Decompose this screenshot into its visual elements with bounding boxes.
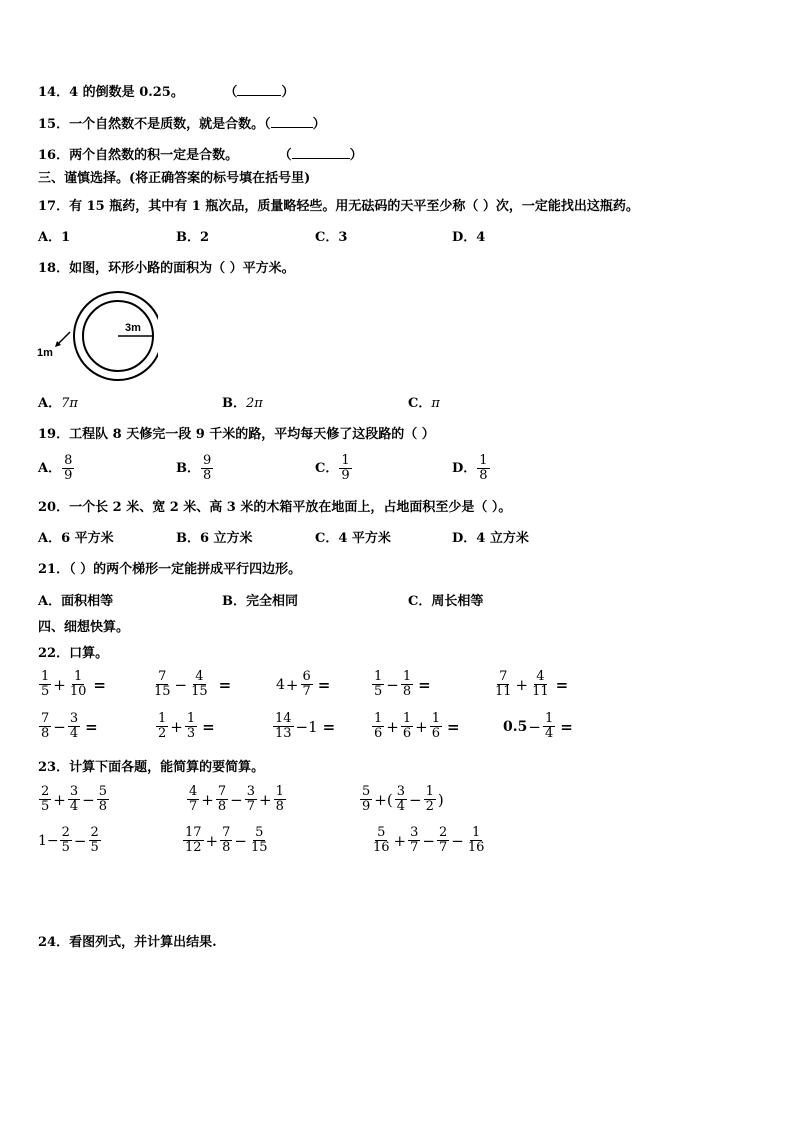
- q21-option-a[interactable]: A．面积相等: [38, 594, 114, 609]
- fraction: $\frac{1}{2}$: [425, 784, 434, 814]
- inner-radius-label: 3m: [125, 322, 141, 334]
- fraction: $\frac{2}{5}$: [90, 825, 99, 855]
- fraction: $\frac{1}{8}$: [275, 784, 284, 814]
- calc-expression: $\frac{2}{5}$ + $\frac{3}{4}$ − $\frac{5}{8}$: [41, 784, 107, 814]
- fraction: $\frac{3}{4}$: [69, 784, 79, 814]
- answer-blank[interactable]: [292, 146, 350, 159]
- oral-calc-expression: $\frac{7}{15}$ − $\frac{4}{15}$ =: [154, 669, 232, 699]
- fraction: $\frac{1}{4}$: [544, 711, 554, 741]
- oral-calc-expression: $\frac{14}{13}$ −1 =: [275, 711, 336, 741]
- q17-option-b[interactable]: B．2: [176, 230, 210, 245]
- fraction: $\frac{1}{8}$: [479, 453, 488, 483]
- q17-option-a[interactable]: A．1: [38, 230, 71, 245]
- fraction: $\frac{1}{6}$: [402, 711, 412, 741]
- question-20: 20．一个长 2 米、宽 2 米、高 3 米的木箱平放在地面上，占地面积至少是（ ）。: [38, 500, 512, 515]
- q17-option-c[interactable]: C．3: [315, 230, 348, 245]
- ring-path-figure: [34, 286, 158, 386]
- answer-blank[interactable]: [271, 115, 313, 128]
- fraction: $\frac{4}{15}$: [191, 669, 208, 699]
- question-17: 17．有 15 瓶药，其中有 1 瓶次品，质量略轻些。用无砝码的天平至少称（ ）次，一定能找出这瓶药。: [38, 199, 639, 214]
- ring-width-label: 1m: [37, 347, 53, 359]
- fraction: $\frac{4}{7}$: [189, 784, 198, 814]
- q20-option-a[interactable]: A．6 平方米: [38, 531, 114, 546]
- fraction: $\frac{1}{6}$: [374, 711, 383, 741]
- fraction: $\frac{7}{11}$: [495, 669, 512, 699]
- oral-calc-expression: $\frac{7}{8}$ − $\frac{3}{4}$ =: [41, 711, 98, 741]
- question-19: 19．工程队 8 天修完一段 9 千米的路，平均每天修了这段路的（ ）: [38, 427, 435, 442]
- oral-calc-expression: $\frac{1}{2}$ + $\frac{1}{3}$ =: [158, 711, 215, 741]
- calc-expression: $\frac{5}{9}$ +( $\frac{3}{4}$ − $\frac{1}{2}$ ): [362, 784, 444, 814]
- q17-option-d[interactable]: D．4: [452, 230, 486, 245]
- q19-option-d[interactable]: D． $\frac{1}{8}$: [452, 453, 488, 483]
- fraction: $\frac{3}{7}$: [246, 784, 255, 814]
- fraction: $\frac{1}{16}$: [467, 825, 485, 855]
- fraction: $\frac{9}{8}$: [203, 453, 212, 483]
- fraction: $\frac{1}{3}$: [186, 711, 196, 741]
- fraction: $\frac{3}{4}$: [396, 784, 405, 814]
- q21-option-c[interactable]: C．周长相等: [408, 594, 484, 609]
- q18-option-c[interactable]: C．π: [408, 396, 440, 411]
- fraction: $\frac{1}{10}$: [69, 669, 87, 699]
- fraction: $\frac{7}{15}$: [154, 669, 171, 699]
- oral-calc-expression: $\frac{1}{6}$ + $\frac{1}{6}$ + $\frac{1}{6}$ =: [374, 711, 460, 741]
- oral-calc-expression: 4 + $\frac{6}{7}$ =: [276, 669, 331, 699]
- calc-expression: $\frac{5}{16}$ + $\frac{3}{7}$ − $\frac{2}{7}$ − $\frac{1}{16}$: [373, 825, 485, 855]
- fraction: $\frac{17}{12}$: [185, 825, 202, 855]
- section-3-heading: 三、谨慎选择。(将正确答案的标号填在括号里): [38, 171, 311, 186]
- question-23-title: 23．计算下面各题，能简算的要简算。: [38, 760, 265, 775]
- fraction: $\frac{2}{5}$: [41, 784, 50, 814]
- fraction: $\frac{1}{8}$: [402, 669, 412, 699]
- oral-calc-expression: $\frac{1}{5}$ + $\frac{1}{10}$ =: [41, 669, 106, 699]
- answer-blank[interactable]: [237, 83, 281, 96]
- section-4-heading: 四、细想快算。: [38, 620, 130, 635]
- fraction: $\frac{7}{8}$: [222, 825, 231, 855]
- fraction: $\frac{8}{9}$: [64, 453, 73, 483]
- oral-calc-expression: $\frac{7}{11}$ + $\frac{4}{11}$ =: [495, 669, 569, 699]
- fraction: $\frac{2}{5}$: [61, 825, 70, 855]
- oral-calc-expression: $\frac{1}{5}$ − $\frac{1}{8}$ =: [374, 669, 431, 699]
- calc-expression: 1− $\frac{2}{5}$ − $\frac{2}{5}$: [38, 825, 99, 855]
- question-21: 21．（ ）的两个梯形一定能拼成平行四边形。: [38, 562, 302, 577]
- fraction: $\frac{6}{7}$: [302, 669, 311, 699]
- fraction: $\frac{4}{11}$: [532, 669, 549, 699]
- fraction: $\frac{7}{8}$: [217, 784, 227, 814]
- q18-option-b[interactable]: B．2π: [222, 396, 263, 411]
- fraction: $\frac{1}{5}$: [41, 669, 50, 699]
- fraction: $\frac{1}{6}$: [431, 711, 440, 741]
- question-14: 14．4 的倒数是 0.25。 （ ）: [38, 85, 295, 100]
- question-22-title: 22．口算。: [38, 646, 109, 661]
- oral-calc-expression: 0.5 − $\frac{1}{4}$ =: [503, 711, 573, 741]
- question-18: 18．如图，环形小路的面积为（ ）平方米。: [38, 261, 295, 276]
- fraction: $\frac{7}{8}$: [41, 711, 50, 741]
- question-16: 16．两个自然数的积一定是合数。 （ ）: [38, 148, 363, 163]
- q20-option-b[interactable]: B．6 立方米: [176, 531, 253, 546]
- fraction: $\frac{3}{7}$: [410, 825, 419, 855]
- q19-option-b[interactable]: B． $\frac{9}{8}$: [176, 453, 212, 483]
- fraction: $\frac{1}{9}$: [341, 453, 350, 483]
- fraction: $\frac{1}{5}$: [374, 669, 383, 699]
- q20-option-c[interactable]: C．4 平方米: [315, 531, 391, 546]
- question-24: 24．看图列式，并计算出结果.: [38, 935, 217, 950]
- fraction: $\frac{14}{13}$: [275, 711, 292, 741]
- question-15: 15．一个自然数不是质数，就是合数。（ ）: [38, 117, 326, 132]
- q21-option-b[interactable]: B．完全相同: [222, 594, 298, 609]
- fraction: $\frac{5}{9}$: [362, 784, 371, 814]
- q19-option-c[interactable]: C． $\frac{1}{9}$: [315, 453, 350, 483]
- calc-expression: $\frac{4}{7}$ + $\frac{7}{8}$ − $\frac{3}{7}$ + $\frac{1}{8}$: [189, 784, 284, 814]
- fraction: $\frac{5}{16}$: [373, 825, 390, 855]
- calc-expression: $\frac{17}{12}$ + $\frac{7}{8}$ − $\frac{5}{15}$: [185, 825, 268, 855]
- q19-option-a[interactable]: A． $\frac{8}{9}$: [38, 453, 73, 483]
- fraction: $\frac{5}{15}$: [250, 825, 268, 855]
- fraction: $\frac{5}{8}$: [98, 784, 107, 814]
- fraction: $\frac{2}{7}$: [438, 825, 448, 855]
- fraction: $\frac{3}{4}$: [69, 711, 79, 741]
- q18-option-a[interactable]: A．7π: [38, 396, 78, 411]
- q20-option-d[interactable]: D．4 立方米: [452, 531, 529, 546]
- fraction: $\frac{1}{2}$: [158, 711, 167, 741]
